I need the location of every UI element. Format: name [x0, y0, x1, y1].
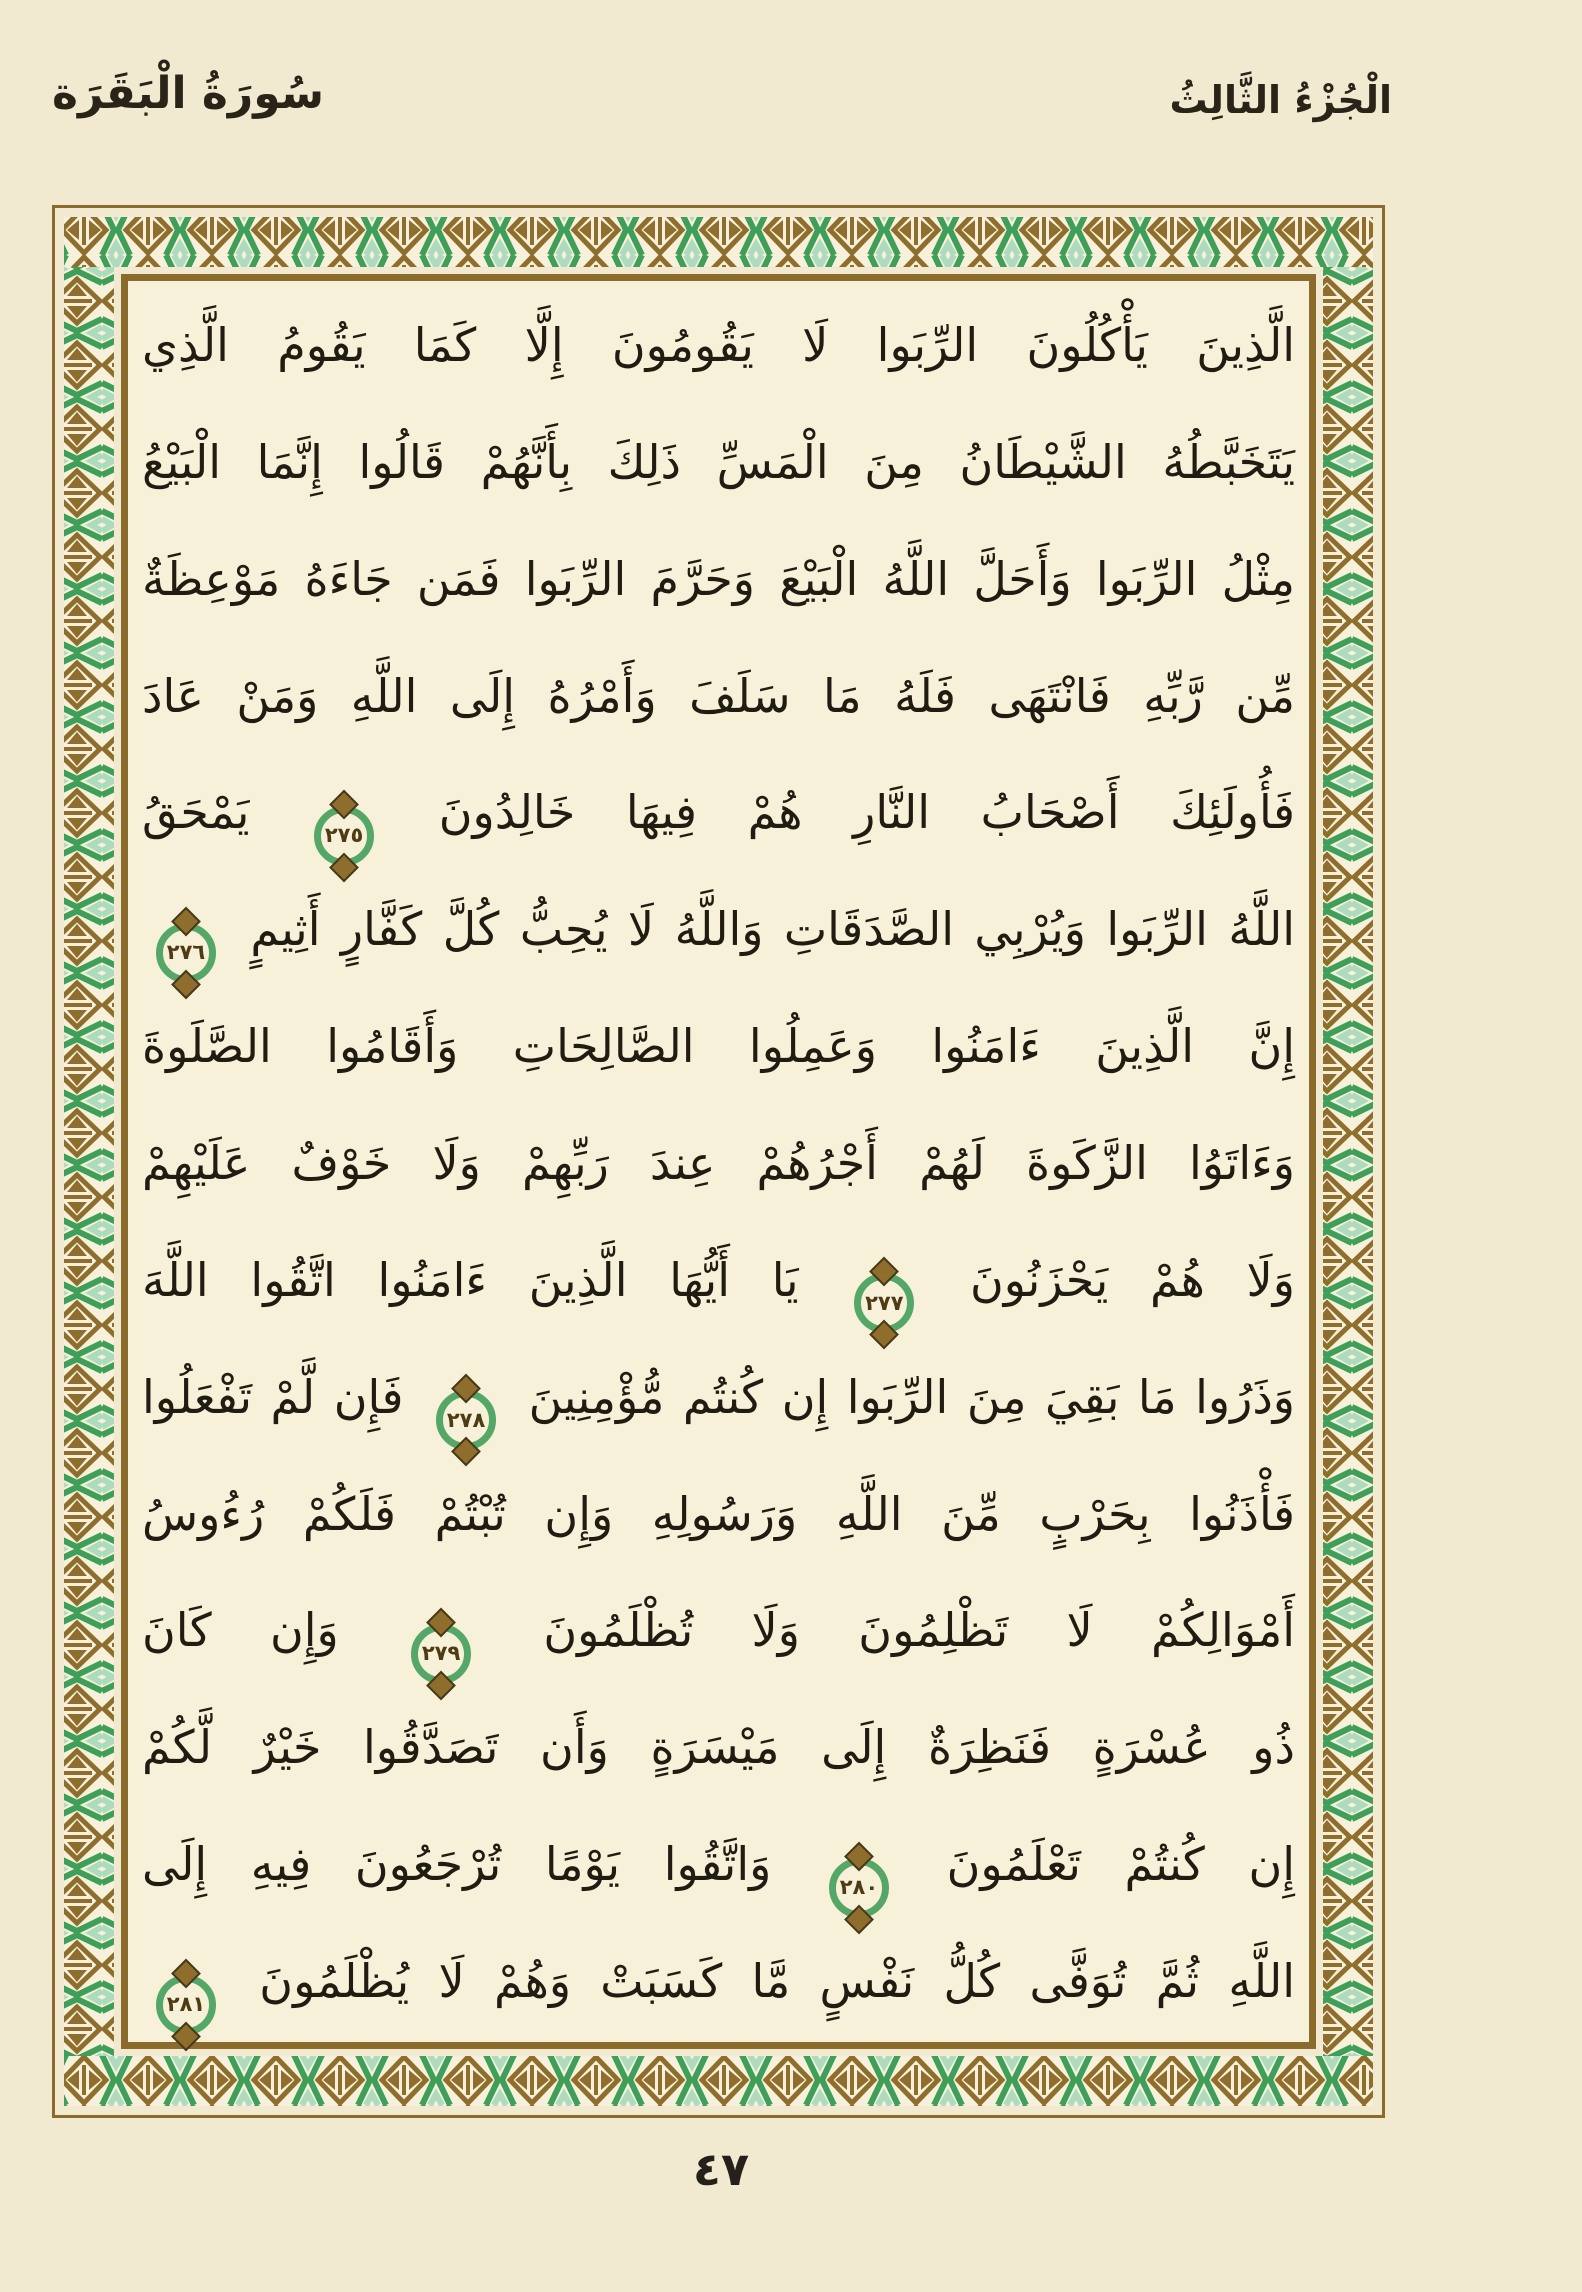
ayah-text: وَءَاتَوُا الزَّكَوةَ لَهُمْ أَجْرُهُمْ عِندَ رَبِّهِمْ وَلَا خَوْفٌ عَلَيْهِمْ [142, 1136, 1295, 1191]
juz-title: الْجُزْءُ الثَّالِثُ [1169, 78, 1392, 122]
ayah-text: يَمْحَقُ [142, 785, 250, 840]
quran-line [132, 1105, 1305, 1222]
ayah-text: الَّذِينَ يَأْكُلُونَ الرِّبَوا لَا يَقُومُونَ إِلَّا كَمَا يَقُومُ الَّذِي [142, 318, 1295, 372]
ayah-text: مِثْلُ الرِّبَوا وَأَحَلَّ اللَّهُ الْبَيْعَ وَحَرَّمَ الرِّبَوا فَمَن جَاءَهُ مَوْعِظَةٌ [142, 551, 1295, 606]
verse-number: ٢٧٦ [166, 940, 206, 965]
quran-line [132, 1689, 1305, 1806]
quran-line [132, 404, 1305, 521]
ayah-text: وَذَرُوا مَا بَقِيَ مِنَ الرِّبَوا إِن كُنتُم مُّؤْمِنِينَ [528, 1369, 1296, 1424]
verse-number: ٢٨٠ [839, 1875, 879, 1900]
verse-number: ٢٧٥ [324, 823, 364, 848]
verse-marker [854, 1273, 914, 1333]
ayah-text: وَلَا هُمْ يَحْزَنُونَ [970, 1252, 1296, 1307]
quran-line [132, 521, 1305, 638]
quran-line [132, 988, 1305, 1105]
quran-line [132, 1806, 1305, 1923]
ayah-text: ذُو عُسْرَةٍ فَنَظِرَةٌ إِلَى مَيْسَرَةٍ وَأَن تَصَدَّقُوا خَيْرٌ لَّكُمْ [142, 1720, 1295, 1775]
quran-line [132, 1923, 1305, 2040]
ayah-text: فَأُولَئِكَ أَصْحَابُ النَّارِ هُمْ فِيهَا خَالِدُونَ [438, 785, 1296, 840]
verse-number: ٢٧٨ [446, 1407, 486, 1432]
verse-marker [829, 1858, 889, 1918]
ayah-text: إِنَّ الَّذِينَ ءَامَنُوا وَعَمِلُوا الصَّالِحَاتِ وَأَقَامُوا الصَّلَوةَ [142, 1019, 1295, 1074]
ayah-text: وَاتَّقُوا يَوْمًا تُرْجَعُونَ فِيهِ إِلَى [142, 1837, 772, 1892]
surah-title: سُورَةُ الْبَقَرَة [52, 68, 325, 119]
verse-marker [411, 1624, 471, 1684]
ayah-text: اللَّهِ ثُمَّ تُوَفَّى كُلُّ نَفْسٍ مَّا كَسَبَتْ وَهُمْ لَا يُظْلَمُونَ [259, 1954, 1296, 2009]
ayah-text: أَمْوَالِكُمْ لَا تَظْلِمُونَ وَلَا تُظْلَمُونَ [543, 1603, 1296, 1658]
quran-line [132, 1339, 1305, 1456]
ayah-text: يَتَخَبَّطُهُ الشَّيْطَانُ مِنَ الْمَسِّ ذَلِكَ بِأَنَّهُمْ قَالُوا إِنَّمَا الْبَيْعُ [142, 434, 1295, 489]
verse-marker [156, 1975, 216, 2035]
quran-line [132, 871, 1305, 988]
quran-line [132, 1222, 1305, 1339]
quran-line [132, 754, 1305, 871]
ayah-text: يَا أَيُّهَا الَّذِينَ ءَامَنُوا اتَّقُوا اللَّهَ [142, 1252, 799, 1307]
ayah-text: اللَّهُ الرِّبَوا وَيُرْبِي الصَّدَقَاتِ وَاللَّهُ لَا يُحِبُّ كُلَّ كَفَّارٍ أَثِيمٍ [250, 902, 1295, 957]
quran-line [132, 638, 1305, 755]
verse-number: ٢٧٧ [865, 1290, 904, 1315]
ayah-text: فَإِن لَّمْ تَفْعَلُوا [142, 1369, 404, 1424]
ayah-text: وَإِن كَانَ [142, 1603, 339, 1658]
ayah-text: إِن كُنتُمْ تَعْلَمُونَ [946, 1837, 1296, 1892]
quran-text-area [132, 287, 1305, 2040]
verse-number: ٢٨١ [166, 1992, 206, 2017]
quran-line [132, 1572, 1305, 1689]
verse-number: ٢٧٩ [421, 1641, 461, 1666]
ayah-text: مِّن رَّبِّهِ فَانْتَهَى فَلَهُ مَا سَلَفَ وَأَمْرُهُ إِلَى اللَّهِ وَمَنْ عَادَ [142, 668, 1295, 723]
verse-marker [156, 923, 216, 983]
page-number: ٤٧ [692, 2142, 750, 2196]
verse-marker [314, 806, 374, 866]
verse-marker [436, 1390, 496, 1450]
quran-line [132, 287, 1305, 404]
quran-line [132, 1456, 1305, 1573]
ayah-text: فَأْذَنُوا بِحَرْبٍ مِّنَ اللَّهِ وَرَسُولِهِ وَإِن تُبْتُمْ فَلَكُمْ رُءُوسُ [142, 1486, 1295, 1541]
